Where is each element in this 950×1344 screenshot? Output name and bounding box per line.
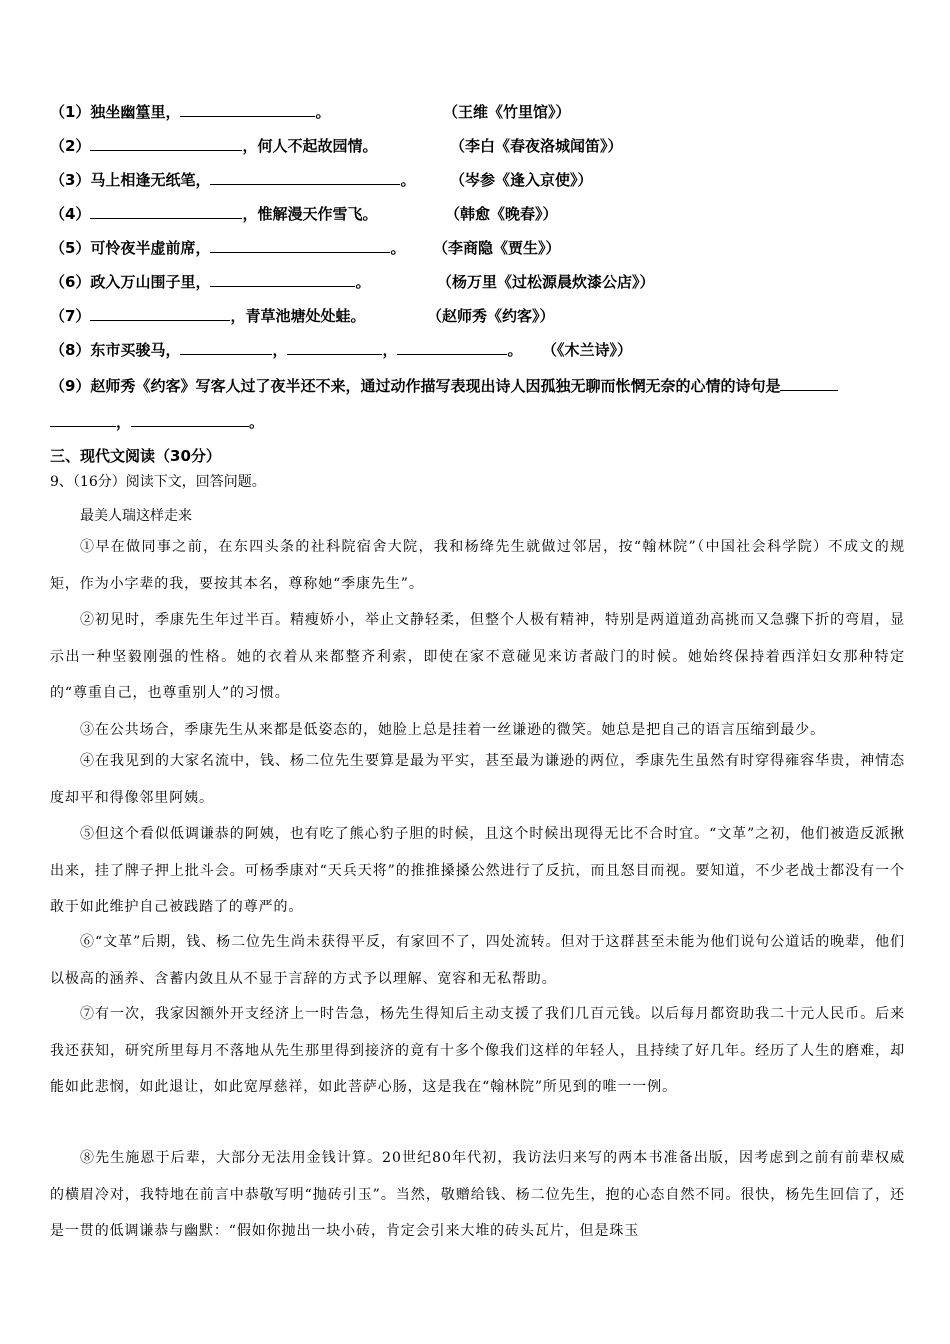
poem-question-1 [50,100,910,124]
poem-prefix: （3）马上相逢无纸笔， [50,171,211,189]
answer-blank[interactable] [287,339,382,355]
poem-source: （韩愈《晚春》） [445,205,558,223]
poem-prefix: （6）政入万山围子里， [50,273,211,291]
paragraph-8: ⑧先生施恩于后辈，大部分无法用金钱计算。20世纪80年代初，我访法归来写的两本书准备出版，因考虑到之前有前辈权威的横眉冷对，我特地在前言中恭敬写明“抛砖引玉”。当然，敬赠给钱、杨二位先生，抱的心态自然不同。很快，杨先生回信了，还是一贯的低调谦恭与幽默：“假如你抛出一块小砖，肯定会引来大堆的砖头瓦片，但是珠玉 [50,1150,905,1239]
answer-blank[interactable] [90,305,230,321]
poem-prefix: （8）东市买骏马， [50,341,181,359]
poem-question-8 [50,338,910,362]
poem-prompt: （9）赵师秀《约客》写客人过了夜半还不来，通过动作描写表现出诗人因孤独无聊而怅惘无奈的心情的诗句是 [50,377,781,395]
paragraph-4: ④在我见到的大家名流中，钱、杨二位先生要算是最为平实，甚至最为谦逊的两位，季康先生虽然有时穿得雍容华贵，神情态度却平和得像邻里阿姨。 [50,753,905,806]
answer-blank[interactable] [180,339,272,355]
poem-suffix: 。 [315,103,331,121]
poem-question-9 [50,374,910,398]
poem-question-9-line2 [50,410,910,434]
paragraph-2: ②初见时，季康先生年过半百。精瘦娇小，举止文静轻柔，但整个人极有精神，特别是两道道劲高挑而又急骤下折的弯眉，显示出一种坚毅刚强的性格。她的衣着从来都整齐利索，即使在家不意碰见来访者敲门的时候。她始终保持着西洋妇女那种特定的“尊重自己，也尊重别人”的习惯。 [50,612,905,701]
poem-source: （《木兰诗》） [542,341,633,359]
poem-separator: ， [272,341,288,359]
article-title: 最美人瑞这样走来 [80,508,192,524]
question-intro: 9、（16分）阅读下文，回答问题。 [50,474,266,490]
poem-suffix: 。 [355,273,371,291]
paragraph-7: ⑦有一次，我家因额外开支经济上一时告急，杨先生得知后主动支援了我们几百元钱。以后每月都资助我二十元人民币。后来我还获知，研究所里每月不落地从先生那里得到接济的竟有十多个像我们这样的年轻人，且持续了好几年。经历了人生的磨难，却能如此悲悯，如此退让，如此宽厚慈祥，如此菩萨心肠，这是我在“翰林院”所见到的唯一一例。 [50,1006,905,1095]
poem-suffix: ，青草池塘处处蛙。 [230,307,366,325]
answer-blank[interactable] [210,169,400,185]
answer-blank[interactable] [50,411,116,427]
poem-prefix: （7） [50,307,91,325]
poem-question-4 [50,202,910,226]
poem-source: （王维《竹里馆》） [443,103,571,121]
poem-question-3 [50,168,910,192]
poem-question-7 [50,304,910,328]
poem-suffix: 。 [507,341,523,359]
answer-blank[interactable] [397,339,507,355]
answer-blank[interactable] [90,203,242,219]
answer-blank[interactable] [131,411,249,427]
poem-question-6 [50,270,910,294]
poem-question-2 [50,134,910,158]
poem-separator: ， [382,341,398,359]
answer-blank[interactable] [210,237,390,253]
poem-source: （杨万里《过松源晨炊漆公店》） [437,273,655,291]
answer-blank[interactable] [210,271,355,287]
poem-suffix: 。 [390,239,406,257]
paragraph-5: ⑤但这个看似低调谦恭的阿姨，也有吃了熊心豹子胆的时候，且这个时候出现得无比不合时宜。“文革”之初，他们被造反派揪出来，挂了牌子押上批斗会。可杨季康对“天兵天将”的推推搡搡公然进行了反抗，而且怒目而视。要知道，不少老战士都没有一个敢于如此维护自己被践踏了的尊严的。 [50,826,905,915]
paragraph-6: ⑥“文革”后期，钱、杨二位先生尚未获得平反，有家回不了，四处流转。但对于这群甚至未能为他们说句公道话的晚辈，他们以极高的涵养、含蓄内敛且从不显于言辞的方式予以理解、宽容和无私帮助。 [50,934,905,987]
poem-suffix: ，何人不起故园情。 [242,137,378,155]
poem-question-5 [50,236,910,260]
poem-prefix: （1）独坐幽篁里， [50,103,181,121]
poem-source: （李商隐《贾生》） [433,239,561,257]
poem-suffix: ，惟解漫天作雪飞。 [242,205,378,223]
poem-prefix: （2） [50,137,91,155]
poem-source: （赵师秀《约客》） [427,307,555,325]
poem-prefix: （5）可怜夜半虚前席， [50,239,211,257]
poem-prefix: （4） [50,205,91,223]
poem-suffix: 。 [400,171,416,189]
paragraph-1: ①早在做同事之前，在东四头条的社科院宿舍大院，我和杨绛先生就做过邻居，按“翰林院”（中国社会科学院）不成文的规矩，作为小字辈的我，要按其本名，尊称她“季康先生”。 [50,539,905,592]
poem-separator: ， [116,413,132,431]
paragraph-3: ③在公共场合，季康先生从来都是低姿态的，她脸上总是挂着一丝谦逊的微笑。她总是把自己的语言压缩到最少。 [80,722,825,738]
answer-blank[interactable] [90,135,242,151]
poem-source: （李白《春夜洛城闻笛》） [450,137,623,155]
section-title: 三、现代文阅读（30分） [50,447,221,465]
poem-suffix: 。 [249,413,265,431]
poem-source: （岑参《逢入京使》） [450,171,593,189]
answer-blank[interactable] [180,101,315,117]
answer-blank[interactable] [780,375,838,391]
